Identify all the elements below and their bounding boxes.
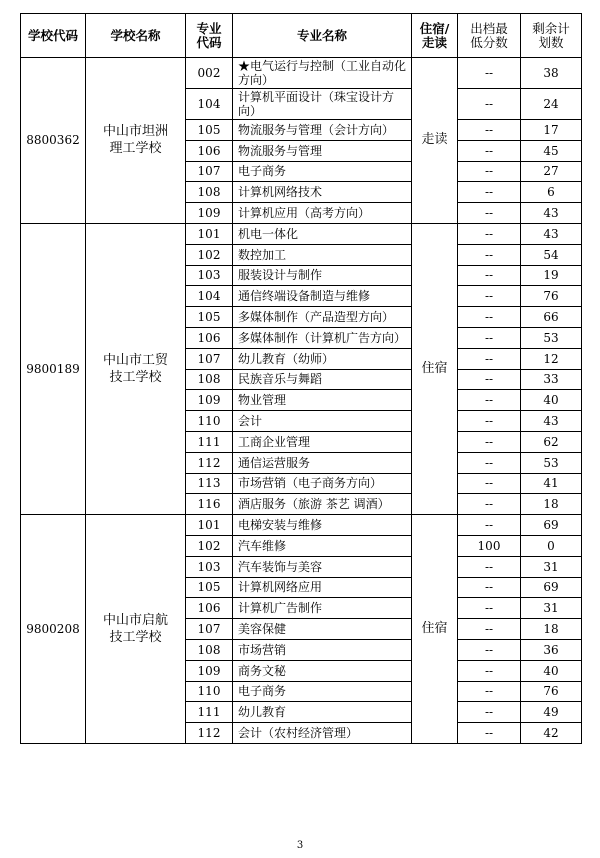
major-code-cell: 111: [186, 431, 233, 452]
major-code-cell: 101: [186, 223, 233, 244]
header-min-score: 出档最 低分数: [458, 14, 521, 58]
remaining-cell: 17: [521, 120, 582, 141]
min-score-cell: 100: [458, 535, 521, 556]
major-name-cell: 会计: [233, 411, 412, 432]
min-score-cell: --: [458, 120, 521, 141]
major-name-cell: 通信运营服务: [233, 452, 412, 473]
remaining-cell: 76: [521, 681, 582, 702]
major-code-cell: 109: [186, 390, 233, 411]
header-remaining: 剩余计 划数: [521, 14, 582, 58]
boarding-cell: 住宿: [412, 223, 458, 514]
major-code-cell: 102: [186, 244, 233, 265]
min-score-cell: --: [458, 681, 521, 702]
remaining-cell: 43: [521, 223, 582, 244]
min-score-cell: --: [458, 452, 521, 473]
remaining-cell: 40: [521, 390, 582, 411]
boarding-cell: 住宿: [412, 515, 458, 744]
major-name-cell: 多媒体制作（产品造型方向）: [233, 307, 412, 328]
major-name-cell: 电梯安装与维修: [233, 515, 412, 536]
min-score-cell: --: [458, 203, 521, 224]
admission-table: [20, 13, 582, 744]
major-name-cell: ★电气运行与控制（工业自动化方向）: [233, 58, 412, 89]
major-name-cell: 物流服务与管理（会计方向）: [233, 120, 412, 141]
remaining-cell: 40: [521, 660, 582, 681]
major-code-cell: 108: [186, 182, 233, 203]
major-name-cell: 酒店服务（旅游 茶艺 调酒）: [233, 494, 412, 515]
remaining-cell: 49: [521, 702, 582, 723]
major-name-cell: 幼儿教育（幼师）: [233, 348, 412, 369]
min-score-cell: --: [458, 58, 521, 89]
min-score-cell: --: [458, 473, 521, 494]
remaining-cell: 43: [521, 411, 582, 432]
major-name-cell: 物业管理: [233, 390, 412, 411]
table-row: [21, 223, 582, 244]
min-score-cell: --: [458, 702, 521, 723]
major-name-cell: 民族音乐与舞蹈: [233, 369, 412, 390]
remaining-cell: 38: [521, 58, 582, 89]
major-name-cell: 多媒体制作（计算机广告方向）: [233, 327, 412, 348]
major-code-cell: 102: [186, 535, 233, 556]
min-score-cell: --: [458, 619, 521, 640]
major-name-cell: 通信终端设备制造与维修: [233, 286, 412, 307]
school-code-cell: 9800208: [21, 515, 86, 744]
major-name-cell: 美容保健: [233, 619, 412, 640]
major-code-cell: 110: [186, 681, 233, 702]
school-name-cell: 中山市坦洲 理工学校: [86, 58, 186, 224]
major-name-cell: 机电一体化: [233, 223, 412, 244]
min-score-cell: --: [458, 244, 521, 265]
min-score-cell: --: [458, 390, 521, 411]
remaining-cell: 18: [521, 619, 582, 640]
table-row: [21, 58, 582, 89]
major-code-cell: 002: [186, 58, 233, 89]
major-code-cell: 106: [186, 327, 233, 348]
min-score-cell: --: [458, 161, 521, 182]
remaining-cell: 42: [521, 723, 582, 744]
min-score-cell: --: [458, 182, 521, 203]
header-boarding: 住宿/ 走读: [412, 14, 458, 58]
remaining-cell: 33: [521, 369, 582, 390]
header-major-name: 专业名称: [233, 14, 412, 58]
major-code-cell: 112: [186, 723, 233, 744]
min-score-cell: --: [458, 660, 521, 681]
header-school-name: 学校名称: [86, 14, 186, 58]
major-name-cell: 电子商务: [233, 681, 412, 702]
major-code-cell: 116: [186, 494, 233, 515]
remaining-cell: 36: [521, 639, 582, 660]
major-name-cell: 计算机网络技术: [233, 182, 412, 203]
table-row: [21, 515, 582, 536]
major-code-cell: 103: [186, 265, 233, 286]
major-code-cell: 107: [186, 161, 233, 182]
min-score-cell: --: [458, 140, 521, 161]
min-score-cell: --: [458, 431, 521, 452]
min-score-cell: --: [458, 639, 521, 660]
min-score-cell: --: [458, 348, 521, 369]
min-score-cell: --: [458, 598, 521, 619]
major-code-cell: 104: [186, 89, 233, 120]
remaining-cell: 69: [521, 515, 582, 536]
major-code-cell: 104: [186, 286, 233, 307]
major-name-cell: 汽车维修: [233, 535, 412, 556]
major-name-cell: 电子商务: [233, 161, 412, 182]
min-score-cell: --: [458, 265, 521, 286]
min-score-cell: --: [458, 327, 521, 348]
remaining-cell: 54: [521, 244, 582, 265]
major-name-cell: 商务文秘: [233, 660, 412, 681]
major-code-cell: 108: [186, 369, 233, 390]
major-code-cell: 109: [186, 203, 233, 224]
major-code-cell: 107: [186, 619, 233, 640]
major-name-cell: 会计（农村经济管理）: [233, 723, 412, 744]
table-body: [21, 58, 582, 744]
major-code-cell: 111: [186, 702, 233, 723]
remaining-cell: 12: [521, 348, 582, 369]
min-score-cell: --: [458, 577, 521, 598]
page-number: 3: [296, 840, 304, 851]
min-score-cell: --: [458, 369, 521, 390]
major-name-cell: 汽车装饰与美容: [233, 556, 412, 577]
major-name-cell: 服装设计与制作: [233, 265, 412, 286]
remaining-cell: 53: [521, 452, 582, 473]
major-code-cell: 105: [186, 577, 233, 598]
school-code-cell: 9800189: [21, 223, 86, 514]
major-name-cell: 计算机网络应用: [233, 577, 412, 598]
remaining-cell: 69: [521, 577, 582, 598]
boarding-cell: 走读: [412, 58, 458, 224]
major-name-cell: 市场营销: [233, 639, 412, 660]
remaining-cell: 0: [521, 535, 582, 556]
min-score-cell: --: [458, 556, 521, 577]
remaining-cell: 6: [521, 182, 582, 203]
school-code-cell: 8800362: [21, 58, 86, 224]
remaining-cell: 43: [521, 203, 582, 224]
major-code-cell: 112: [186, 452, 233, 473]
major-code-cell: 106: [186, 140, 233, 161]
major-code-cell: 108: [186, 639, 233, 660]
remaining-cell: 19: [521, 265, 582, 286]
min-score-cell: --: [458, 515, 521, 536]
remaining-cell: 41: [521, 473, 582, 494]
major-code-cell: 101: [186, 515, 233, 536]
remaining-cell: 27: [521, 161, 582, 182]
header-row: [21, 14, 582, 58]
min-score-cell: --: [458, 307, 521, 328]
school-name-cell: 中山市工贸 技工学校: [86, 223, 186, 514]
remaining-cell: 45: [521, 140, 582, 161]
min-score-cell: --: [458, 723, 521, 744]
min-score-cell: --: [458, 89, 521, 120]
major-code-cell: 106: [186, 598, 233, 619]
min-score-cell: --: [458, 223, 521, 244]
remaining-cell: 31: [521, 556, 582, 577]
remaining-cell: 66: [521, 307, 582, 328]
remaining-cell: 53: [521, 327, 582, 348]
major-name-cell: 幼儿教育: [233, 702, 412, 723]
major-code-cell: 109: [186, 660, 233, 681]
remaining-cell: 18: [521, 494, 582, 515]
header-major-code: 专业 代码: [186, 14, 233, 58]
major-name-cell: 计算机广告制作: [233, 598, 412, 619]
major-code-cell: 105: [186, 120, 233, 141]
major-code-cell: 107: [186, 348, 233, 369]
min-score-cell: --: [458, 494, 521, 515]
remaining-cell: 24: [521, 89, 582, 120]
major-name-cell: 数控加工: [233, 244, 412, 265]
major-code-cell: 113: [186, 473, 233, 494]
major-name-cell: 计算机应用（高考方向）: [233, 203, 412, 224]
remaining-cell: 62: [521, 431, 582, 452]
major-name-cell: 工商企业管理: [233, 431, 412, 452]
major-name-cell: 计算机平面设计（珠宝设计方向）: [233, 89, 412, 120]
header-school-code: 学校代码: [21, 14, 86, 58]
major-name-cell: 市场营销（电子商务方向）: [233, 473, 412, 494]
remaining-cell: 31: [521, 598, 582, 619]
school-name-cell: 中山市启航 技工学校: [86, 515, 186, 744]
major-code-cell: 105: [186, 307, 233, 328]
major-code-cell: 110: [186, 411, 233, 432]
remaining-cell: 76: [521, 286, 582, 307]
min-score-cell: --: [458, 411, 521, 432]
major-name-cell: 物流服务与管理: [233, 140, 412, 161]
major-code-cell: 103: [186, 556, 233, 577]
min-score-cell: --: [458, 286, 521, 307]
